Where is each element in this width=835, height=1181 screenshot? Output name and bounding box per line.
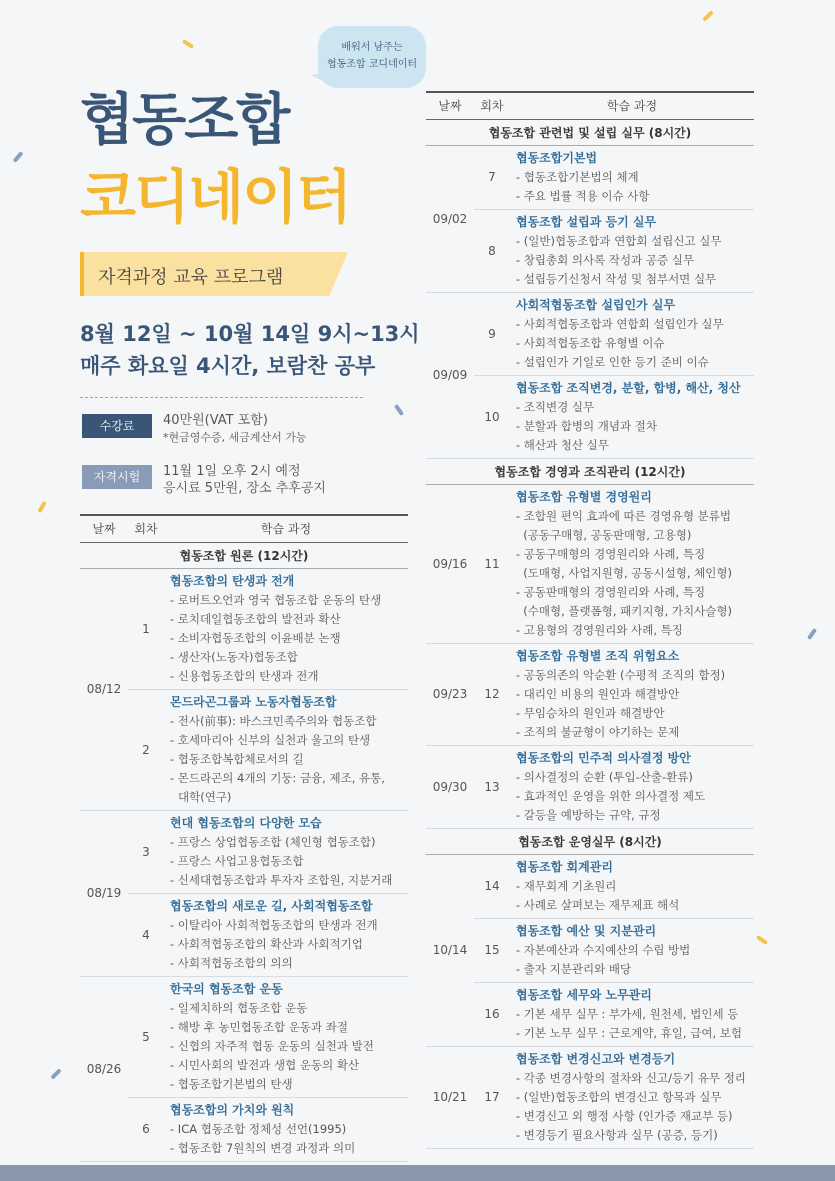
decor-dash xyxy=(756,935,768,945)
course-item: - (일반)협동조합의 변경신고 항목과 실무 xyxy=(516,1089,722,1104)
date-cell: 08/12 xyxy=(80,568,128,810)
course-item: - 갈등을 예방하는 규약, 규정 xyxy=(516,807,661,822)
topic-title: 협동조합 조직변경, 분할, 합병, 해산, 청산 xyxy=(516,380,741,395)
date-cell: 09/02 xyxy=(426,145,474,292)
topic-title: 협동조합 유형별 조직 위험요소 xyxy=(516,648,680,663)
course-item: (도매형, 사업지원형, 공동시설형, 체인형) xyxy=(516,565,732,580)
speech-bubble xyxy=(318,26,426,88)
course-item: - 프랑스 상업협동조합 (체인형 협동조합) xyxy=(170,834,376,849)
course-cell xyxy=(164,893,408,976)
course-item: - 효과적인 운영을 위한 의사결정 제도 xyxy=(516,788,706,803)
course-item: - 협동조합 7원칙의 변경 과정과 의미 xyxy=(170,1140,356,1155)
course-item: - 로버트오언과 영국 협동조합 운동의 탄생 xyxy=(170,592,382,607)
fee-info xyxy=(163,412,307,446)
fee-value: 40만원(VAT 포함) xyxy=(163,413,268,428)
bubble-tail xyxy=(311,73,324,84)
decor-dash xyxy=(807,628,817,640)
schedule-weekly: 매주 화요일 4시간, 보람찬 공부 xyxy=(80,354,376,378)
topic-title: 협동조합기본법 xyxy=(516,150,598,165)
subtitle: 자격과정 교육 프로그램 xyxy=(98,267,284,288)
course-item: - 협동조합기본법의 체계 xyxy=(516,169,639,184)
round-num: 4 xyxy=(128,893,164,976)
course-item: - 각종 변경사항의 절차와 신고/등기 유무 정리 xyxy=(516,1070,746,1085)
course-item: - 분할과 합병의 개념과 절차 xyxy=(516,418,657,433)
topic-title: 사회적협동조합 설립인가 실무 xyxy=(516,297,676,312)
course-item: - 소비자협동조합의 이윤배분 논쟁 xyxy=(170,630,341,645)
course-cell xyxy=(510,982,754,1046)
title-sub: 코디네이터 xyxy=(80,163,351,231)
topic-title: 협동조합 유형별 경영원리 xyxy=(516,489,652,504)
round-num: 12 xyxy=(474,643,510,745)
date-cell: 10/21 xyxy=(426,1046,474,1148)
topic-title: 협동조합의 민주적 의사결정 방안 xyxy=(516,750,691,765)
course-item: - 사례로 살펴보는 재무제표 해석 xyxy=(516,897,680,912)
course-item: - 설립인가 기일로 인한 등기 준비 이슈 xyxy=(516,354,709,369)
course-cell xyxy=(164,810,408,893)
course-item: - 사회적협동조합의 확산과 사회적기업 xyxy=(170,936,363,951)
footer-bar xyxy=(0,1165,835,1181)
divider xyxy=(80,397,363,398)
course-item-cont: 대학(연구) xyxy=(178,789,232,804)
date-cell: 09/30 xyxy=(426,745,474,828)
course-item: - 신세대협동조합과 투자자 조합원, 지분거래 xyxy=(170,872,393,887)
date-cell: 08/19 xyxy=(80,810,128,976)
course-cell xyxy=(164,1097,408,1161)
course-item: - 시민사회의 발전과 생협 운동의 확산 xyxy=(170,1057,360,1072)
exam-info xyxy=(163,463,326,497)
course-item: - 조직변경 실무 xyxy=(516,399,595,414)
date-cell: 09/16 xyxy=(426,484,474,643)
round-num: 5 xyxy=(128,976,164,1097)
decor-dash xyxy=(50,1068,61,1079)
header-course: 학습 과정 xyxy=(510,92,754,119)
round-num: 16 xyxy=(474,982,510,1046)
round-num: 7 xyxy=(474,145,510,209)
round-num: 9 xyxy=(474,292,510,375)
round-num: 1 xyxy=(128,568,164,689)
course-item: - 프랑스 사업고용협동조합 xyxy=(170,853,304,868)
topic-title: 몬드라곤그룹과 노동자협동조합 xyxy=(170,694,337,709)
course-item: - 주요 법률 적용 이슈 사항 xyxy=(516,188,650,203)
header-round: 회차 xyxy=(128,515,164,542)
section-title: 협동조합 관련법 및 설립 실무 (8시간) xyxy=(426,119,754,145)
round-num: 15 xyxy=(474,918,510,982)
course-item: - ICA 협동조합 정체성 선언(1995) xyxy=(170,1121,347,1136)
course-cell xyxy=(510,643,754,745)
decor-dash xyxy=(13,151,24,163)
exam-fee: 응시료 5만원, 장소 추후공지 xyxy=(163,481,326,496)
course-item: - 사회적협동조합과 연합회 설립인가 실무 xyxy=(516,316,724,331)
course-item: - (일반)협동조합과 연합회 설립신고 실무 xyxy=(516,233,722,248)
round-num: 13 xyxy=(474,745,510,828)
date-cell: 09/09 xyxy=(426,292,474,458)
course-item: - 창립총회 의사록 작성과 공증 실무 xyxy=(516,252,694,267)
round-num: 10 xyxy=(474,375,510,458)
course-cell xyxy=(510,745,754,828)
round-num: 11 xyxy=(474,484,510,643)
course-item: - 기본 세무 실무 : 부가세, 원천세, 법인세 등 xyxy=(516,1006,739,1021)
course-cell xyxy=(164,689,408,810)
topic-title: 현대 협동조합의 다양한 모습 xyxy=(170,815,322,830)
bubble-line1: 배워서 남주는 xyxy=(341,42,403,53)
course-item: - 생산자(노동자)협동조합 xyxy=(170,649,298,664)
topic-title: 협동조합의 탄생과 전개 xyxy=(170,573,295,588)
schedule xyxy=(80,318,420,382)
topic-title: 협동조합 설립과 등기 실무 xyxy=(516,214,657,229)
exam-date: 11월 1일 오후 2시 예정 xyxy=(163,464,301,479)
decor-dash xyxy=(702,10,713,21)
course-item: (공동구매형, 공동판매형, 고용형) xyxy=(516,527,692,542)
topic-title: 협동조합 변경신고와 변경등기 xyxy=(516,1051,676,1066)
round-num: 2 xyxy=(128,689,164,810)
curriculum-table-left xyxy=(80,514,408,1162)
schedule-dates: 8월 12일 ~ 10월 14일 9시~13시 xyxy=(80,322,420,346)
course-item: - 사회적협동조합 유형별 이슈 xyxy=(516,335,665,350)
course-item: - 조직의 불균형이 야기하는 문제 xyxy=(516,724,680,739)
course-item: - 공동의존의 악순환 (수평적 조직의 함정) xyxy=(516,667,726,682)
section-title: 협동조합 원론 (12시간) xyxy=(80,542,408,568)
course-cell xyxy=(510,1046,754,1148)
course-item: - 호세마리아 신부의 실천과 울고의 탄생 xyxy=(170,732,371,747)
decor-dash xyxy=(37,501,46,513)
course-item: - 자본예산과 수지예산의 수립 방법 xyxy=(516,942,691,957)
course-item: - 조합원 편익 효과에 따른 경영유형 분류법 xyxy=(516,508,731,523)
course-item: - 변경신고 외 행정 사항 (인가증 재교부 등) xyxy=(516,1108,733,1123)
round-num: 8 xyxy=(474,209,510,292)
course-item: - 로치데일협동조합의 발전과 확산 xyxy=(170,611,341,626)
curriculum-table-right xyxy=(426,91,754,1149)
round-num: 17 xyxy=(474,1046,510,1148)
course-item: - 몬드라곤의 4개의 기둥: 금융, 제조, 유통, xyxy=(170,770,385,785)
course-item: - 공동판매형의 경영원리와 사례, 특징 xyxy=(516,584,706,599)
round-num: 14 xyxy=(474,854,510,918)
course-item: - 이탈리아 사회적협동조합의 탄생과 전개 xyxy=(170,917,378,932)
header-date: 날짜 xyxy=(426,92,474,119)
course-item: - 고용형의 경영원리와 사례, 특징 xyxy=(516,622,683,637)
course-item: - 사회적협동조합의 의의 xyxy=(170,955,293,970)
course-cell xyxy=(164,976,408,1097)
course-item: - 공동구매형의 경영원리와 사례, 특징 xyxy=(516,546,706,561)
date-cell: 10/14 xyxy=(426,854,474,1046)
topic-title: 협동조합의 새로운 길, 사회적협동조합 xyxy=(170,898,373,913)
topic-title: 협동조합 세무와 노무관리 xyxy=(516,987,652,1002)
fee-tag: 수강료 xyxy=(82,414,152,438)
course-cell xyxy=(510,375,754,458)
course-cell xyxy=(510,484,754,643)
course-item: - 협동조합기본법의 탄생 xyxy=(170,1076,293,1091)
course-cell xyxy=(510,209,754,292)
decor-dash xyxy=(182,39,194,49)
course-cell xyxy=(510,292,754,375)
course-item: - 일제치하의 협동조합 운동 xyxy=(170,1000,308,1015)
header-course: 학습 과정 xyxy=(164,515,408,542)
exam-tag: 자격시험 xyxy=(82,465,152,489)
course-item: - 해방 후 농민협동조합 운동과 좌절 xyxy=(170,1019,348,1034)
course-item: - 설립등기신청서 작성 및 첨부서면 실무 xyxy=(516,271,717,286)
course-item: - 의사결정의 순환 (투입-산출-환류) xyxy=(516,769,693,784)
course-item: - 무임승차의 원인과 해결방안 xyxy=(516,705,665,720)
topic-title: 협동조합의 가치와 원칙 xyxy=(170,1102,295,1117)
course-item: (수매형, 플랫폼형, 패키지형, 가치사슬형) xyxy=(516,603,732,618)
topic-title: 협동조합 회계관리 xyxy=(516,859,613,874)
course-item: - 전사(前事): 바스크민족주의와 협동조합 xyxy=(170,713,377,728)
course-item: - 변경등기 필요사항과 실무 (공증, 등기) xyxy=(516,1127,718,1142)
course-cell xyxy=(510,145,754,209)
header-date: 날짜 xyxy=(80,515,128,542)
course-item: - 해산과 청산 실무 xyxy=(516,437,609,452)
course-item: - 출자 지분관리와 배당 xyxy=(516,961,632,976)
course-cell xyxy=(510,854,754,918)
header-round: 회차 xyxy=(474,92,510,119)
course-item: - 신협의 자주적 협동 운동의 실천과 발전 xyxy=(170,1038,374,1053)
date-cell: 09/23 xyxy=(426,643,474,745)
topic-title: 한국의 협동조합 운동 xyxy=(170,981,283,996)
course-item: - 대리인 비용의 원인과 해결방안 xyxy=(516,686,680,701)
topic-title: 협동조합 예산 및 지분관리 xyxy=(516,923,657,938)
course-item: - 재무회계 기초원리 xyxy=(516,878,617,893)
decor-dash xyxy=(394,404,404,416)
date-cell: 08/26 xyxy=(80,976,128,1161)
course-item: - 협동조합복합체로서의 길 xyxy=(170,751,304,766)
course-item: - 신용협동조합의 탄생과 전개 xyxy=(170,668,319,683)
bubble-line2: 협동조합 코디네이터 xyxy=(326,59,418,70)
course-item: - 기본 노무 실무 : 근로계약, 휴일, 급여, 보험 xyxy=(516,1025,742,1040)
course-cell xyxy=(164,568,408,689)
title-main: 협동조합 xyxy=(80,88,289,153)
round-num: 3 xyxy=(128,810,164,893)
fee-note: *현금영수증, 세금계산서 가능 xyxy=(163,431,307,444)
round-num: 6 xyxy=(128,1097,164,1161)
section-title: 협동조합 운영실무 (8시간) xyxy=(426,828,754,854)
section-title: 협동조합 경영과 조직관리 (12시간) xyxy=(426,458,754,484)
course-cell xyxy=(510,918,754,982)
